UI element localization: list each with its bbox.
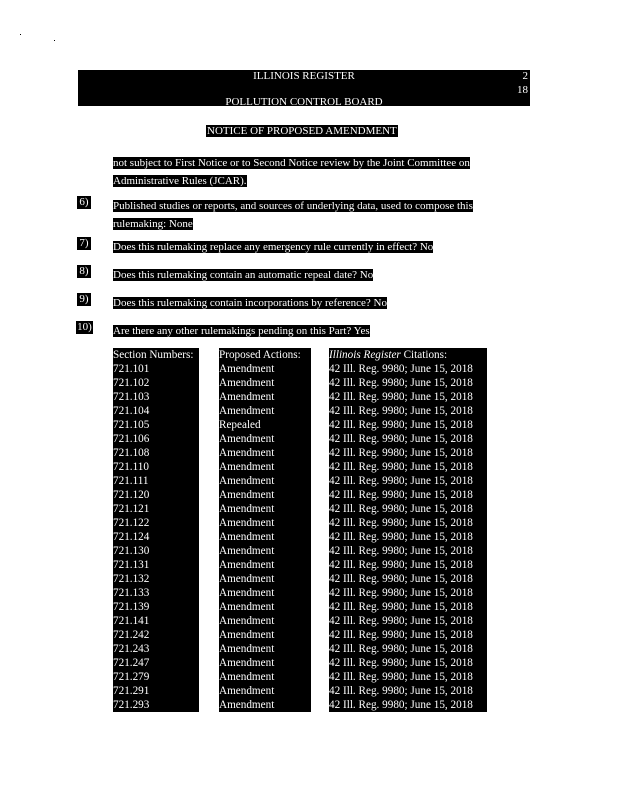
register-subheader-bar — [78, 82, 530, 106]
citation-cell: 42 Ill. Reg. 9980; June 15, 2018 — [329, 587, 473, 599]
citation-cell: 42 Ill. Reg. 9980; June 15, 2018 — [329, 405, 473, 417]
scan-speck — [54, 40, 55, 41]
citation-cell: 42 Ill. Reg. 9980; June 15, 2018 — [329, 643, 473, 655]
item-text-block — [113, 196, 511, 232]
action-cell: Amendment — [219, 545, 275, 557]
intro-text: not subject to First Notice or to Second Notice review by the Joint Committee on Administrative Rules (JCAR). — [113, 157, 470, 187]
citation-cell: 42 Ill. Reg. 9980; June 15, 2018 — [329, 531, 473, 543]
action-cell: Repealed — [219, 419, 261, 431]
section-cell: 721.105 — [113, 419, 150, 431]
volume-number: 18 — [517, 84, 528, 96]
section-cell: 721.111 — [113, 475, 149, 487]
action-cell: Amendment — [219, 671, 275, 683]
citation-cell: 42 Ill. Reg. 9980; June 15, 2018 — [329, 419, 473, 431]
item-text: Are there any other rulemakings pending on this Part? Yes — [113, 325, 370, 337]
item-text: Does this rulemaking replace any emergency rule currently in effect? No — [113, 241, 434, 253]
citation-cell: 42 Ill. Reg. 9980; June 15, 2018 — [329, 699, 473, 711]
citation-cell: 42 Ill. Reg. 9980; June 15, 2018 — [329, 475, 473, 487]
section-cell: 721.122 — [113, 517, 150, 529]
action-cell: Amendment — [219, 503, 275, 515]
citation-header-rest: Citations: — [400, 349, 448, 361]
section-cell: 721.104 — [113, 405, 150, 417]
section-cell: 721.243 — [113, 643, 150, 655]
action-cell: Amendment — [219, 559, 275, 571]
section-cell: 721.131 — [113, 559, 150, 571]
action-cell: Amendment — [219, 475, 275, 487]
item-number: 10) — [77, 321, 92, 333]
citation-cell: 42 Ill. Reg. 9980; June 15, 2018 — [329, 615, 473, 627]
section-cell: 721.103 — [113, 391, 150, 403]
section-cell: 721.102 — [113, 377, 150, 389]
section-cell: 721.132 — [113, 573, 150, 585]
item-number: 7) — [77, 237, 91, 250]
citation-cell: 42 Ill. Reg. 9980; June 15, 2018 — [329, 503, 473, 515]
register-title: ILLINOIS REGISTER — [253, 70, 355, 82]
action-column — [219, 348, 311, 712]
action-cell: Amendment — [219, 573, 275, 585]
action-cell: Amendment — [219, 517, 275, 529]
section-cell: 721.139 — [113, 601, 150, 613]
action-cell: Amendment — [219, 363, 275, 375]
citation-cell: 42 Ill. Reg. 9980; June 15, 2018 — [329, 573, 473, 585]
notice-title: NOTICE OF PROPOSED AMENDMENT — [207, 125, 397, 137]
citation-cell: 42 Ill. Reg. 9980; June 15, 2018 — [329, 657, 473, 669]
action-header: Proposed Actions: — [219, 349, 301, 361]
citation-cell: 42 Ill. Reg. 9980; June 15, 2018 — [329, 377, 473, 389]
action-cell: Amendment — [219, 601, 275, 613]
action-cell: Amendment — [219, 699, 275, 711]
section-cell: 721.101 — [113, 363, 150, 375]
action-cell: Amendment — [219, 531, 275, 543]
section-cell: 721.121 — [113, 503, 150, 515]
action-cell: Amendment — [219, 643, 275, 655]
item-number: 8) — [77, 265, 91, 278]
register-header-bar — [78, 70, 530, 82]
board-name: POLLUTION CONTROL BOARD — [225, 96, 383, 108]
action-cell: Amendment — [219, 433, 275, 445]
item-text-block — [113, 265, 513, 283]
item-text: Does this rulemaking contain incorporations by reference? No — [113, 297, 387, 309]
item-text-block — [113, 237, 513, 255]
action-cell: Amendment — [219, 587, 275, 599]
citation-cell: 42 Ill. Reg. 9980; June 15, 2018 — [329, 461, 473, 473]
section-cell: 721.141 — [113, 615, 150, 627]
citation-cell: 42 Ill. Reg. 9980; June 15, 2018 — [329, 629, 473, 641]
section-header: Section Numbers: — [113, 349, 194, 361]
section-column — [113, 348, 199, 712]
page-number: 2 — [522, 70, 528, 82]
item-number: 6) — [77, 196, 91, 209]
citation-cell: 42 Ill. Reg. 9980; June 15, 2018 — [329, 685, 473, 697]
action-cell: Amendment — [219, 657, 275, 669]
citation-cell: 42 Ill. Reg. 9980; June 15, 2018 — [329, 363, 473, 375]
intro-paragraph — [113, 153, 508, 189]
section-cell: 721.120 — [113, 489, 150, 501]
item-text-block — [113, 293, 513, 311]
citation-cell: 42 Ill. Reg. 9980; June 15, 2018 — [329, 545, 473, 557]
section-cell: 721.133 — [113, 587, 150, 599]
section-cell: 721.242 — [113, 629, 150, 641]
section-cell: 721.247 — [113, 657, 150, 669]
action-cell: Amendment — [219, 489, 275, 501]
citation-cell: 42 Ill. Reg. 9980; June 15, 2018 — [329, 433, 473, 445]
action-cell: Amendment — [219, 629, 275, 641]
scan-speck — [20, 34, 21, 35]
action-cell: Amendment — [219, 685, 275, 697]
item-text: Does this rulemaking contain an automatic repeal date? No — [113, 269, 374, 281]
section-cell: 721.291 — [113, 685, 150, 697]
citation-cell: 42 Ill. Reg. 9980; June 15, 2018 — [329, 671, 473, 683]
action-cell: Amendment — [219, 461, 275, 473]
citation-header-italic: Illinois Register — [329, 349, 401, 361]
citation-column — [329, 348, 487, 712]
section-cell: 721.293 — [113, 699, 150, 711]
item-text: Published studies or reports, and sources of underlying data, used to compose this rulemaking: None — [113, 200, 473, 230]
action-cell: Amendment — [219, 391, 275, 403]
action-cell: Amendment — [219, 377, 275, 389]
citation-header — [329, 348, 487, 362]
item-text-block — [113, 321, 513, 339]
section-cell: 721.106 — [113, 433, 150, 445]
item-number: 9) — [77, 293, 91, 306]
citation-cell: 42 Ill. Reg. 9980; June 15, 2018 — [329, 601, 473, 613]
citation-cell: 42 Ill. Reg. 9980; June 15, 2018 — [329, 517, 473, 529]
action-cell: Amendment — [219, 405, 275, 417]
citation-cell: 42 Ill. Reg. 9980; June 15, 2018 — [329, 391, 473, 403]
section-cell: 721.108 — [113, 447, 150, 459]
section-cell: 721.110 — [113, 461, 149, 473]
action-cell: Amendment — [219, 615, 275, 627]
action-cell: Amendment — [219, 447, 275, 459]
section-cell: 721.124 — [113, 531, 150, 543]
section-cell: 721.279 — [113, 671, 150, 683]
citation-cell: 42 Ill. Reg. 9980; June 15, 2018 — [329, 447, 473, 459]
section-cell: 721.130 — [113, 545, 150, 557]
citation-cell: 42 Ill. Reg. 9980; June 15, 2018 — [329, 559, 473, 571]
citation-cell: 42 Ill. Reg. 9980; June 15, 2018 — [329, 489, 473, 501]
